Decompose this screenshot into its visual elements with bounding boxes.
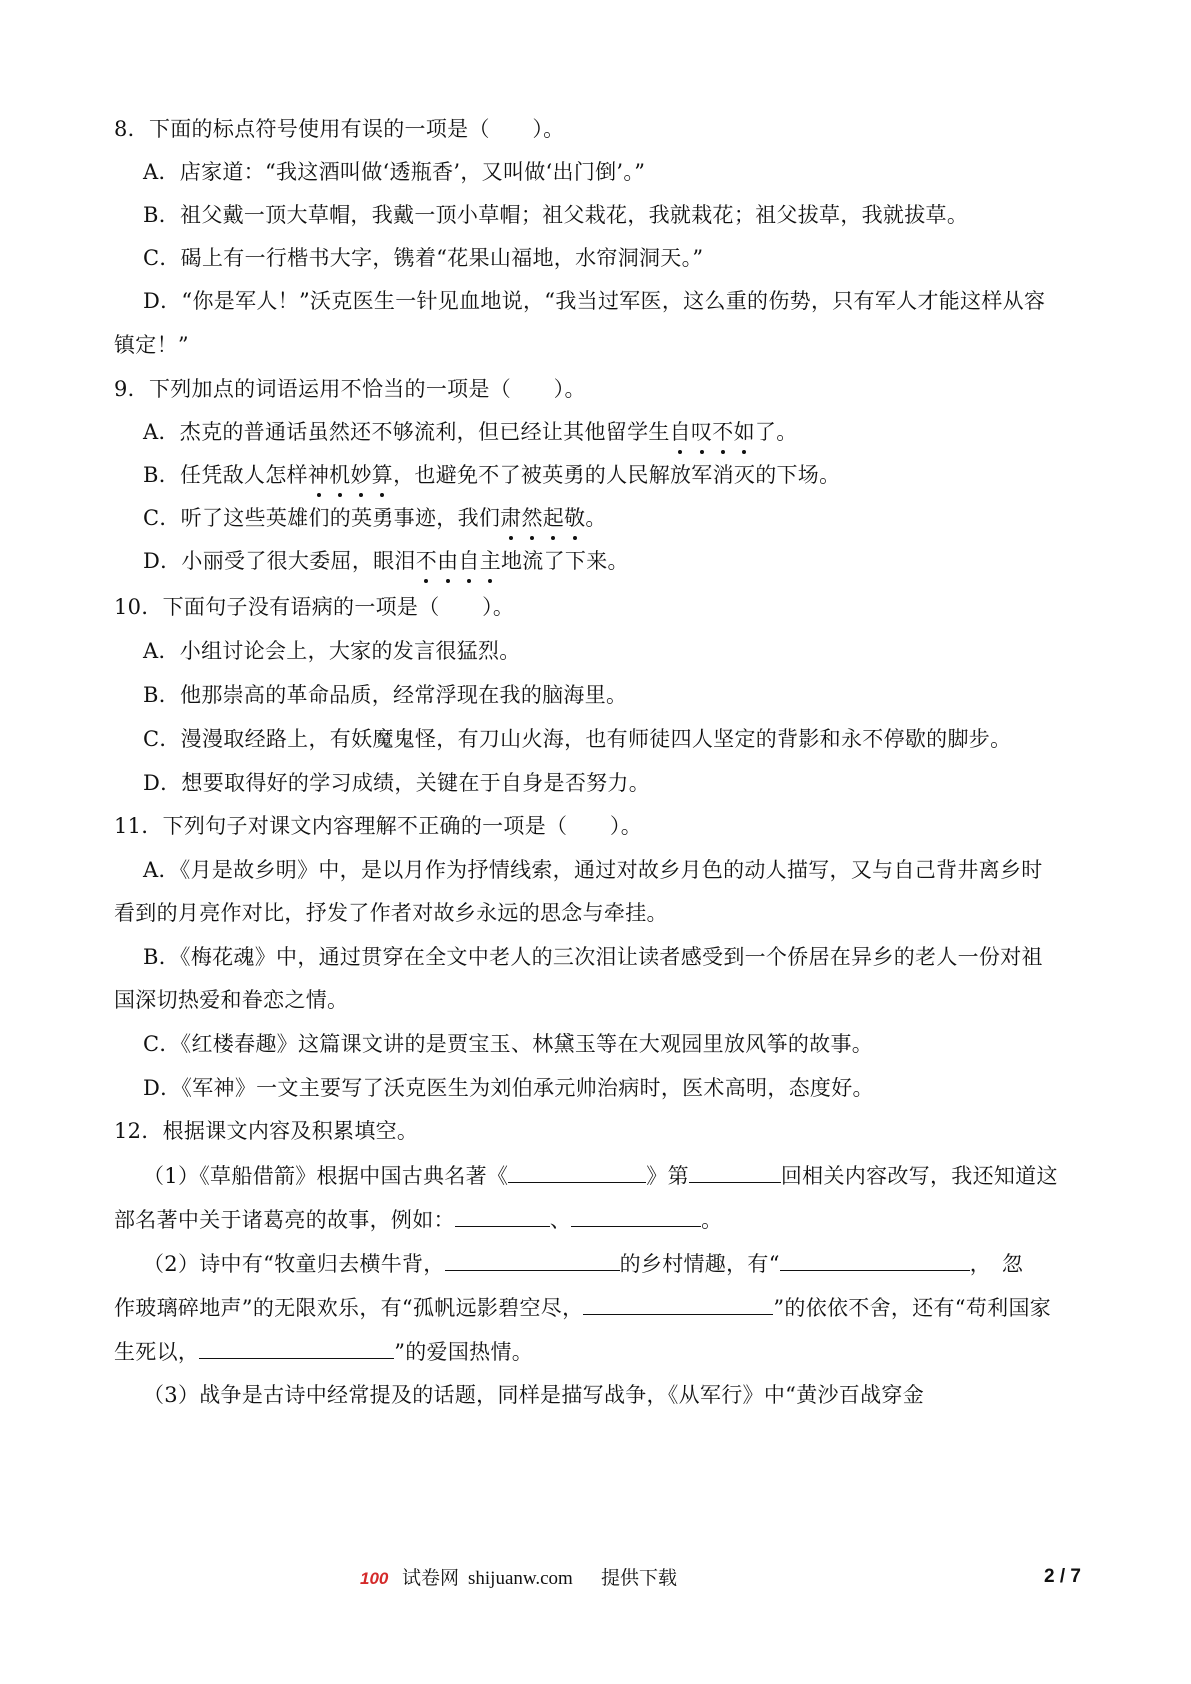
q9-option-c <box>143 503 607 533</box>
q12-p2-text-a: （2）诗中有“牧童归去横牛背， <box>143 1252 445 1276</box>
q12-p2-text-g: ”的爱国热情。 <box>394 1340 534 1364</box>
footer-domain[interactable]: shijuanw.com <box>468 1568 573 1589</box>
q9-c-tail: 。 <box>585 506 607 530</box>
q10-option-a: A．小组讨论会上，大家的发言很猛烈。 <box>143 639 521 663</box>
emphasis-dot-char: 如 <box>734 417 755 447</box>
q12-p1-text-d: 部名著中关于诸葛亮的故事，例如： <box>114 1208 455 1232</box>
emphasis-dot-char: 主 <box>480 546 501 576</box>
q12-p2-text-d: 作玻璃碎地声”的无限欢乐，有“孤帆远影碧空尽， <box>114 1296 584 1320</box>
q12-p1-text-a: （1）《草船借箭》根据中国古典名著《 <box>143 1164 509 1188</box>
emphasis-dot-char: 神 <box>308 460 329 490</box>
emphasis-dot-char: 算 <box>372 460 393 490</box>
q9-c-dotted-word <box>500 506 585 530</box>
blank-chapter-number[interactable] <box>689 1160 781 1183</box>
q12-p2-text-e: ”的依依不舍，还有“苟利国家 <box>773 1296 1052 1320</box>
q8-option-b: B．祖父戴一顶大草帽，我戴一顶小草帽；祖父栽花，我就栽花；祖父拔草，我就拔草。 <box>143 203 969 227</box>
q11-option-c: C．《红楼春趣》这篇课文讲的是贾宝玉、林黛玉等在大观园里放风筝的故事。 <box>143 1032 874 1056</box>
q12-stem: 12．根据课文内容及积累填空。 <box>114 1119 419 1143</box>
q11-option-a-cont: 看到的月亮作对比，抒发了作者对故乡永远的思念与牵挂。 <box>114 901 668 925</box>
q9-a-dotted-word <box>670 420 755 444</box>
q10-option-b: B．他那崇高的革命品质，经常浮现在我的脑海里。 <box>143 683 628 707</box>
q9-stem: 9．下列加点的词语运用不恰当的一项是（ ）。 <box>114 377 586 401</box>
emphasis-dot-char: 叹 <box>691 417 712 447</box>
footer-site-name: 试卷网 <box>402 1568 460 1589</box>
q12-part2-line3 <box>114 1336 533 1367</box>
q12-p1-text-b: 》第 <box>646 1164 689 1188</box>
q9-option-b <box>143 460 840 490</box>
blank-poem-line-4[interactable] <box>199 1336 394 1359</box>
q10-option-c: C．漫漫取经路上，有妖魔鬼怪，有刀山火海，也有师徒四人坚定的背影和永不停歇的脚步。 <box>143 727 1012 751</box>
q9-b-tail: ，也避免不了被英勇的人民解放军消灭的下场。 <box>393 463 841 487</box>
q12-part2-line1 <box>143 1248 1023 1279</box>
page-number: 2 / 7 <box>1044 1566 1081 1587</box>
q8-stem: 8．下面的标点符号使用有误的一项是（ ）。 <box>114 117 565 141</box>
q9-c-text: C．听了这些英雄们的英勇事迹，我们 <box>143 506 501 530</box>
q9-a-tail: 了。 <box>754 420 798 444</box>
blank-poem-line-1[interactable] <box>445 1248 620 1271</box>
blank-poem-line-2[interactable] <box>780 1248 970 1271</box>
q12-part3-line1: （3）战争是古诗中经常提及的话题，同样是描写战争，《从军行》中“黄沙百战穿金 <box>143 1383 924 1407</box>
emphasis-dot-char: 然 <box>521 503 542 533</box>
q8-option-a: A．店家道：“我这酒叫做‘透瓶香’，又叫做‘出门倒’。” <box>143 160 646 184</box>
q9-option-a <box>143 417 798 447</box>
q8-option-c: C．碣上有一行楷书大字，镌着“花果山福地，水帘洞洞天。” <box>143 246 704 270</box>
logo-text: 100 <box>360 1569 389 1588</box>
q8-option-d: D．“你是军人！”沃克医生一针见血地说，“我当过军医，这么重的伤势，只有军人才能这样从容 <box>143 289 1046 313</box>
q9-b-text: B．任凭敌人怎样 <box>143 463 308 487</box>
blank-poem-line-3[interactable] <box>583 1292 773 1315</box>
shijuanw-logo-icon <box>358 1564 404 1592</box>
q11-option-b: B．《梅花魂》中，通过贯穿在全文中老人的三次泪让读者感受到一个侨居在异乡的老人一份对祖 <box>143 945 1043 969</box>
emphasis-dot-char: 机 <box>329 460 350 490</box>
q11-option-a: A．《月是故乡明》中，是以月作为抒情线索，通过对故乡月色的动人描写，又与自己背井离乡时 <box>143 858 1043 882</box>
q9-a-text: A．杰克的普通话虽然还不够流利，但已经让其他留学生 <box>143 420 670 444</box>
q12-p1-end: 。 <box>701 1208 723 1232</box>
q12-p2-text-b: 的乡村情趣，有“ <box>619 1252 780 1276</box>
q9-d-dotted-word <box>416 549 501 573</box>
emphasis-dot-char: 不 <box>416 546 437 576</box>
q10-stem: 10．下面句子没有语病的一项是（ ）。 <box>114 595 515 619</box>
q12-part1-line2 <box>114 1204 722 1235</box>
q9-d-tail: 地流了下来。 <box>501 549 629 573</box>
q9-option-d <box>143 546 629 576</box>
q10-option-d: D．想要取得好的学习成绩，关键在于自身是否努力。 <box>143 771 651 795</box>
q9-b-dotted-word <box>308 463 393 487</box>
emphasis-dot-char: 起 <box>543 503 564 533</box>
q12-part2-line2 <box>114 1292 1051 1323</box>
q12-part1-line1 <box>143 1160 1058 1191</box>
q9-d-text: D．小丽受了很大委屈，眼泪 <box>143 549 416 573</box>
q12-p2-text-c: ， 忽 <box>969 1252 1024 1276</box>
blank-book-title[interactable] <box>508 1160 646 1183</box>
q8-option-d-cont: 镇定！” <box>114 333 189 357</box>
q12-p2-text-f: 生死以， <box>114 1340 200 1364</box>
emphasis-dot-char: 敬 <box>564 503 585 533</box>
blank-story-1[interactable] <box>455 1204 550 1227</box>
emphasis-dot-char: 不 <box>712 417 733 447</box>
blank-story-2[interactable] <box>571 1204 701 1227</box>
q11-option-b-cont: 国深切热爱和眷恋之情。 <box>114 988 349 1012</box>
emphasis-dot-char: 自 <box>458 546 479 576</box>
q12-p1-text-c: 回相关内容改写，我还知道这 <box>780 1164 1058 1188</box>
emphasis-dot-char: 肃 <box>500 503 521 533</box>
emphasis-dot-char: 妙 <box>350 460 371 490</box>
q11-stem: 11．下列句子对课文内容理解不正确的一项是（ ）。 <box>114 814 643 838</box>
footer-note: 提供下载 <box>601 1568 678 1589</box>
emphasis-dot-char: 自 <box>670 417 691 447</box>
emphasis-dot-char: 由 <box>437 546 458 576</box>
q11-option-d: D．《军神》一文主要写了沃克医生为刘伯承元帅治病时，医术高明，态度好。 <box>143 1076 874 1100</box>
q12-p1-sep: 、 <box>549 1208 572 1232</box>
